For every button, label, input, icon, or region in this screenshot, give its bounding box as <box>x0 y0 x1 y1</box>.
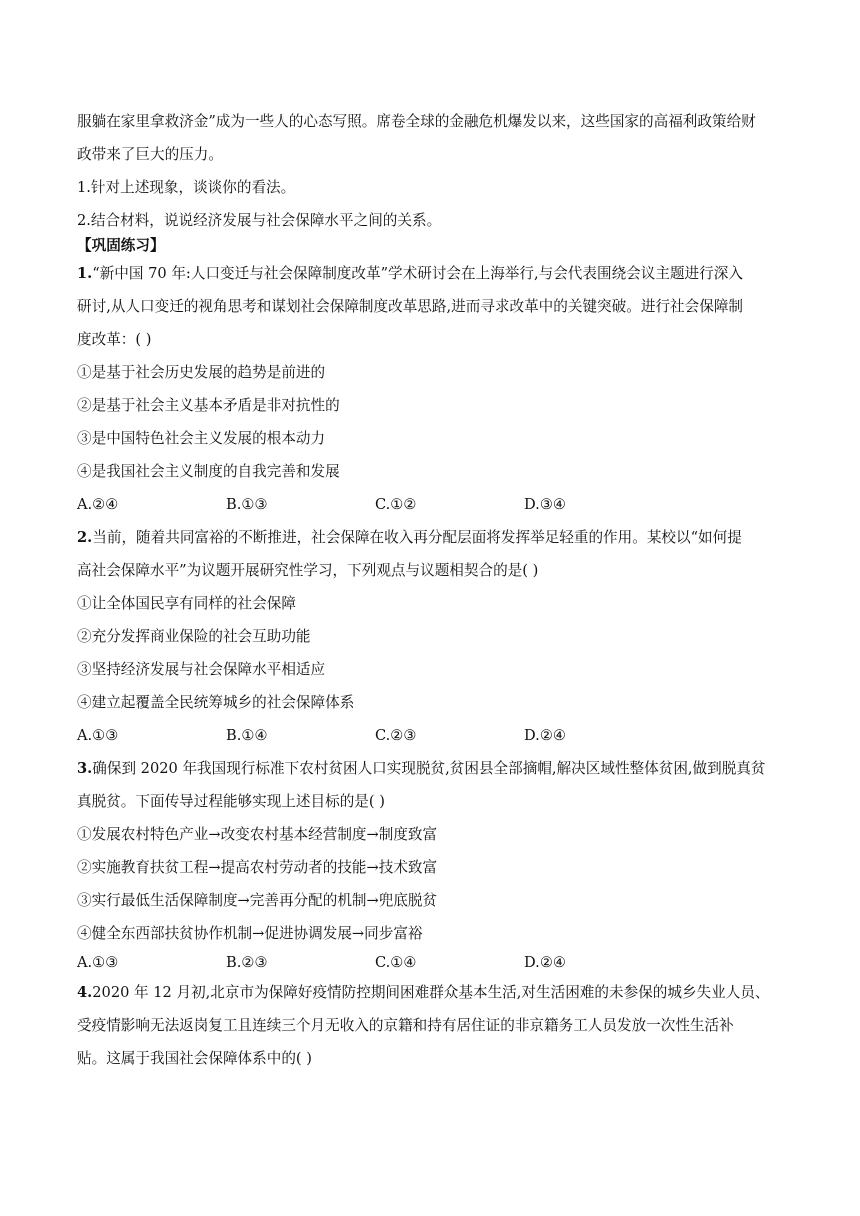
q2-stem-text-1: 当前，随着共同富裕的不断推进，社会保障在收入再分配层面将发挥举足轻重的作用。某校以“如何提 <box>92 529 742 546</box>
q3-item-1: ①发展农村特色产业→改变农村基本经营制度→制度致富 <box>77 826 438 843</box>
intro-question-1: 1.针对上述现象，谈谈你的看法。 <box>77 179 296 196</box>
q1-option-a: A.②④ <box>77 496 119 513</box>
q3-options <box>77 950 787 976</box>
q3-stem-text-1: 确保到 2020 年我国现行标准下农村贫困人口实现脱贫,贫困县全部摘帽,解决区域性整体贫困,做到脱真贫 <box>92 760 766 777</box>
q1-options <box>77 488 787 521</box>
q3-item-4: ④健全东西部扶贫协作机制→促进协调发展→同步富裕 <box>77 925 423 942</box>
q3-option-d: D.②④ <box>524 954 566 971</box>
q2-options <box>77 719 787 752</box>
q2-item-1: ①让全体国民享有同样的社会保障 <box>77 595 296 612</box>
q3-item-3: ③实行最低生活保障制度→完善再分配的机制→兜底脱贫 <box>77 892 438 909</box>
q1-item-4: ④是我国社会主义制度的自我完善和发展 <box>77 463 340 480</box>
q1-item-3: ③是中国特色社会主义发展的根本动力 <box>77 430 326 447</box>
intro-line-1: 服躺在家里拿救济金”成为一些人的心态写照。席卷全球的金融危机爆发以来，这些国家的高福利政策给财 <box>77 113 756 130</box>
intro-question-2: 2.结合材料，说说经济发展与社会保障水平之间的关系。 <box>77 212 442 229</box>
q2-number: 2. <box>77 529 93 546</box>
q3-stem-line-1 <box>77 752 787 785</box>
q2-option-a: A.①③ <box>77 727 119 744</box>
q1-stem-text-1: “新中国 70 年:人口变迁与社会保障制度改革”学术研讨会在上海举行,与会代表围绕会议主题进行深入 <box>92 265 743 282</box>
document-body <box>77 105 787 1075</box>
q1-option-c: C.①② <box>375 496 417 513</box>
q1-item-2: ②是基于社会主义基本矛盾是非对抗性的 <box>77 397 340 414</box>
q2-option-b: B.①④ <box>226 727 268 744</box>
q2-option-d: D.②④ <box>524 727 566 744</box>
q1-stem-line-3: 度改革：( ) <box>77 331 152 348</box>
q4-stem-line-3: 贴。这属于我国社会保障体系中的( ) <box>77 1050 312 1067</box>
q2-item-3: ③坚持经济发展与社会保障水平相适应 <box>77 661 326 678</box>
q2-stem-line-1 <box>77 521 787 554</box>
q4-stem-line-1 <box>77 976 787 1009</box>
q4-stem-line-2: 受疫情影响无法返岗复工且连续三个月无收入的京籍和持有居住证的非京籍务工人员发放一次性生活补 <box>77 1017 734 1034</box>
q1-number: 1. <box>77 265 93 282</box>
q2-item-2: ②充分发挥商业保险的社会互助功能 <box>77 628 311 645</box>
q3-option-b: B.②③ <box>226 954 268 971</box>
q1-item-1: ①是基于社会历史发展的趋势是前进的 <box>77 364 326 381</box>
q1-option-d: D.③④ <box>524 496 566 513</box>
q3-number: 3. <box>77 760 93 777</box>
q3-option-c: C.①④ <box>375 954 417 971</box>
q3-item-2: ②实施教育扶贫工程→提高农村劳动者的技能→技术致富 <box>77 859 438 876</box>
q4-stem-text-1: 2020 年 12 月初,北京市为保障好疫情防控期间困难群众基本生活,对生活困难的未参保的城乡失业人员、 <box>92 984 770 1001</box>
section-heading: 【巩固练习】 <box>77 237 165 254</box>
q1-option-b: B.①③ <box>226 496 268 513</box>
q2-option-c: C.②③ <box>375 727 417 744</box>
q4-number: 4. <box>77 984 93 1001</box>
q2-stem-line-2: 高社会保障水平”为议题开展研究性学习，下列观点与议题相契合的是( ) <box>77 562 539 579</box>
q1-stem-line-2: 研讨,从人口变迁的视角思考和谋划社会保障制度改革思路,进而寻求改革中的关键突破。进行社会保障制 <box>77 298 744 315</box>
q2-item-4: ④建立起覆盖全民统筹城乡的社会保障体系 <box>77 694 355 711</box>
q3-stem-line-2: 真脱贫。下面传导过程能够实现上述目标的是( ) <box>77 793 385 810</box>
q1-stem-line-1 <box>77 257 787 290</box>
q3-option-a: A.①③ <box>77 954 119 971</box>
intro-line-2: 政带来了巨大的压力。 <box>77 146 223 163</box>
